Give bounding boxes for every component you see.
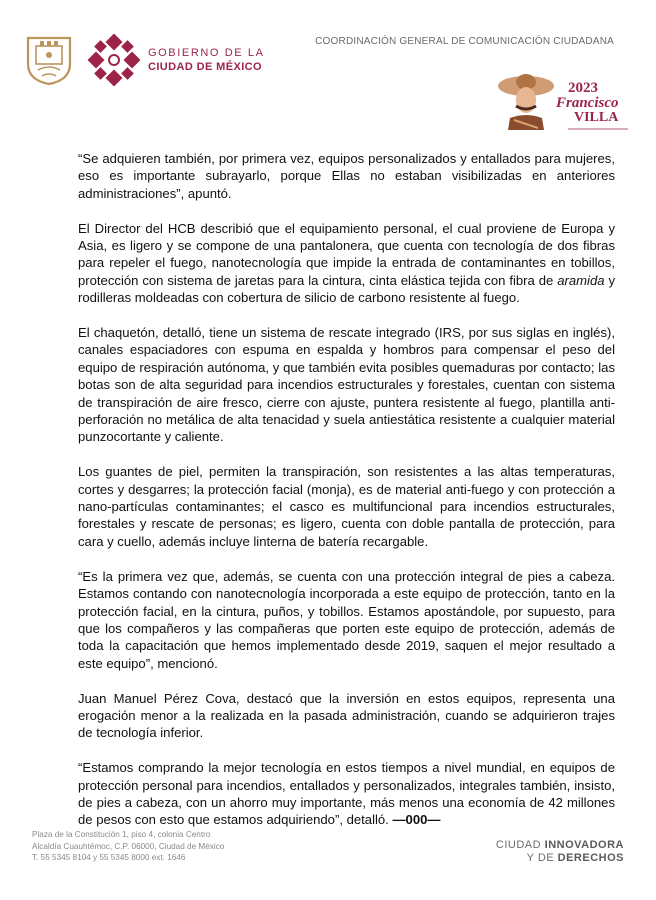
- document-body: [78, 150, 615, 846]
- paragraph-5: “Es la primera vez que, además, se cuenta con una protección integral de pies a cabeza. Estamos contando con nanotecnología incorporada a este equipo de protección, tanto en la protección facial, en la cintura, puños, y tobillos. Estamos apostándole, por supuesto, para que los compañeros y las compañeras que porten este equipo de protección, además de toda la capacitación que hemos implementado desde 2019, saquen el mejor resultado a este equipo”, mencionó.: [78, 568, 615, 671]
- italic-aramida: aramida: [557, 272, 605, 288]
- footer-slogan: [496, 839, 624, 865]
- end-mark: —000—: [388, 812, 441, 828]
- gobierno-cdmx-logo-icon: [88, 34, 140, 86]
- paragraph-3: El chaquetón, detalló, tiene un sistema de rescate integrado (IRS, por sus siglas en inglés), canales espaciadores con espuma en espalda y hombros para compensar el peso del equipo de respiración autónoma, y que también evita posibles quemaduras por contacto; las botas son de alta seguridad para incendios estructurales y forestales, cuentan con sistema de transpiración de aire fresco, cierre con ajuste, puntera resistente al fuego, plantilla anti-perforación no metálica de alta tenacidad y suela antiestática resistente a cualquier material punzocortante y caliente.: [78, 325, 615, 445]
- coordination-header: COORDINACIÓN GENERAL DE COMUNICACIÓN CIUDADANA: [315, 36, 614, 47]
- paragraph-1: “Se adquieren también, por primera vez, equipos personalizados y entallados para mujeres, eso es importante subrayarlo, porque Ellas no estaban visibilizadas en anteriores administraciones”, apuntó.: [78, 151, 615, 201]
- address-line-2: Alcaldía Cuauhtémoc, C.P. 06000, Ciudad de México: [32, 841, 225, 851]
- address-line-1: Plaza de la Constitución 1, piso 4, colonia Centro: [32, 830, 211, 839]
- slogan-line-2: Y DE DERECHOS: [526, 852, 624, 864]
- footer-address: [32, 829, 224, 864]
- phone-line: T. 55 5345 8104 y 55 5345 8000 ext. 1646: [32, 853, 186, 863]
- city-shield-icon: [24, 34, 74, 86]
- paragraph-7: “Estamos comprando la mejor tecnología en estos tiempos a nivel mundial, en equipos de protección personal para incendios, entallados y personalizados, integrales también, insisto, de pies a cabeza, con un ahorro muy importante, más menos una economía de 42 millones de pesos con esto que estamos adquiriendo”, detalló. —000—: [78, 760, 615, 828]
- paragraph-6: Juan Manuel Pérez Cova, destacó que la inversión en estos equipos, representa una erogación menor a la realizada en la pasada administración, cuando se adquirieron trajes de tecnología inferior.: [78, 690, 615, 741]
- gobierno-line-1: GOBIERNO DE LA: [148, 47, 265, 59]
- villa-year: 2023: [568, 80, 598, 96]
- gobierno-line-2: CIUDAD DE MÉXICO: [148, 61, 262, 73]
- gobierno-wordmark: [148, 46, 265, 74]
- paragraph-2: El Director del HCB describió que el equipamiento personal, el cual proviene de Europa y Asia, es ligero y se compone de una pantalonera, que cuenta con tecnología de dos fibras para repeler el fuego, nanotecnología que impide la entrada de contaminantes en tobillos, protección con sistema de jaretas para la cintura, cinta elástica tejida con fibra de aramida y rodilleras moldeadas con cobertura de silicio de carbono resistente al fuego.: [78, 220, 615, 306]
- paragraph-4: Los guantes de piel, permiten la transpiración, son resistentes a las altas temperaturas, cortes y desgarres; la protección facial (monja), es de material anti-fuego y con protección a nano-partículas contaminantes; el casco es multifuncional para incendios estructurales, forestales y rescate de personas; es ligero, cuenta con doble pantalla de protección, para cara y cuello, además incluye linterna de batería recargable.: [78, 464, 615, 549]
- villa-name-villa: VILLA: [574, 110, 619, 125]
- villa-name-francisco: Francisco: [556, 95, 619, 111]
- slogan-line-1: CIUDAD INNOVADORA: [495, 839, 624, 851]
